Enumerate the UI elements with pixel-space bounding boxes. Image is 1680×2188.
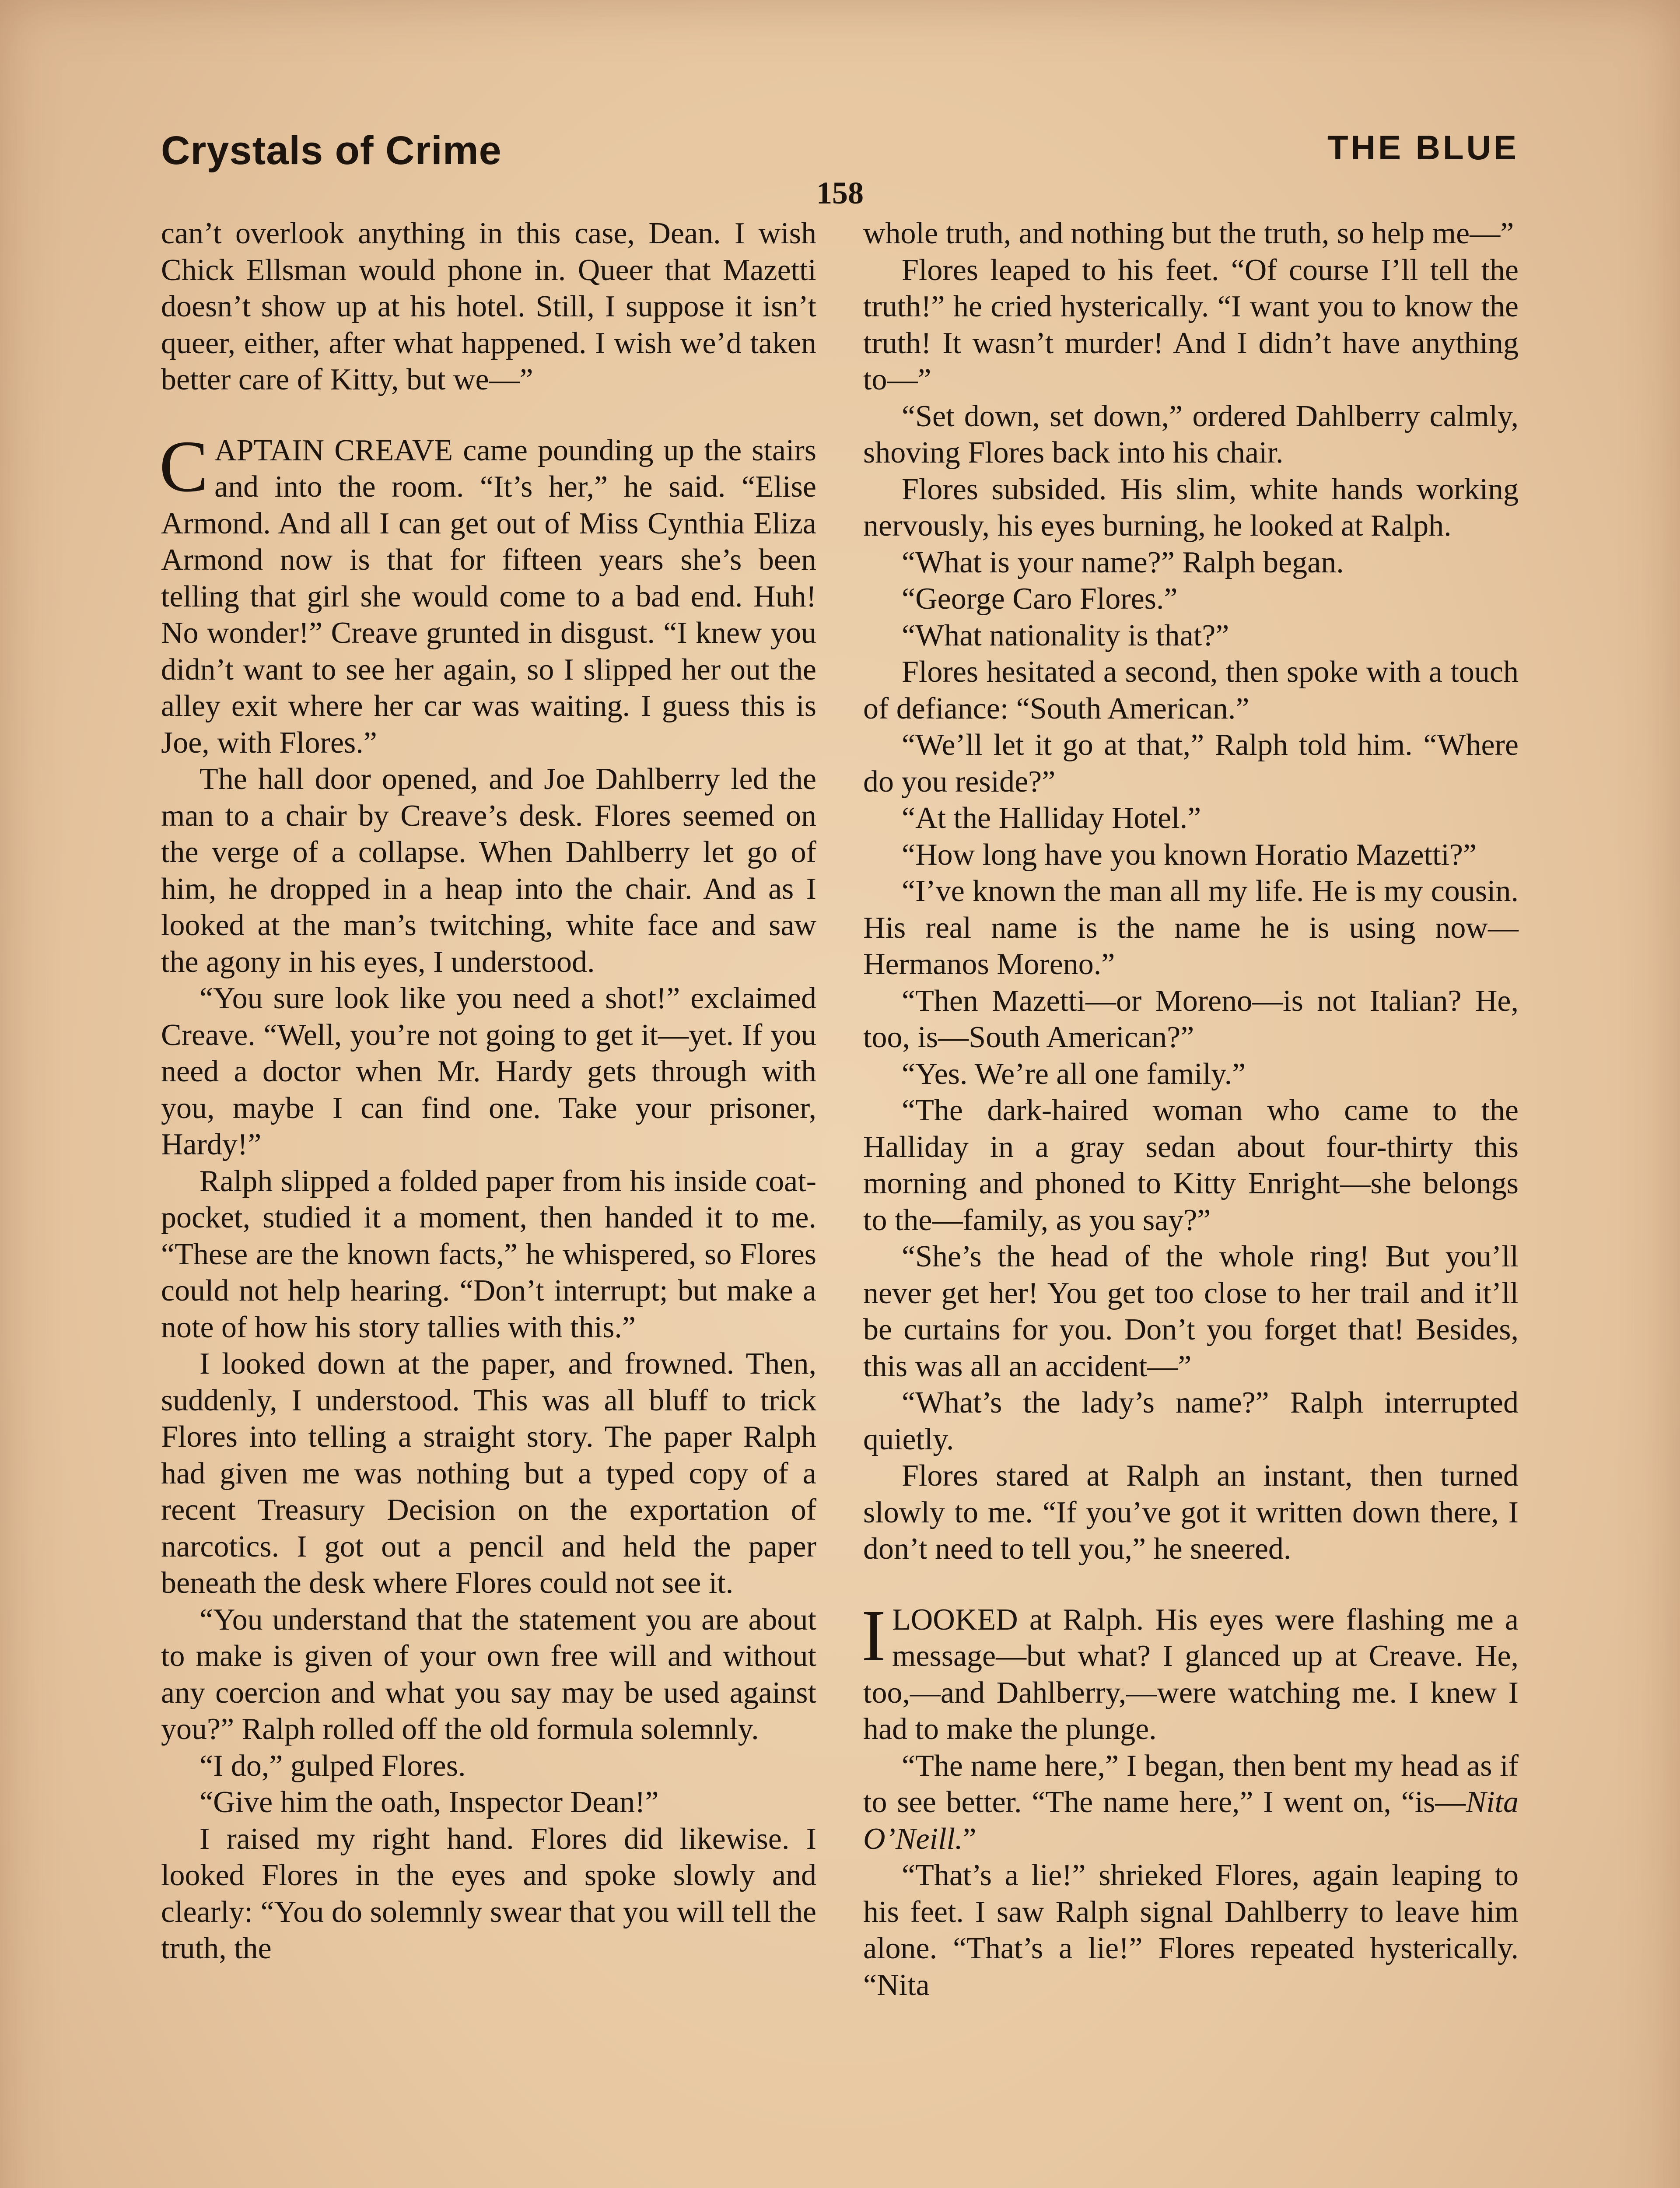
paragraph: “You sure look like you need a shot!” exclaimed Creave. “Well, you’re not going to get it—yet. If you need a doctor when Mr. Hardy gets through with you, maybe I can find one. Take your prisoner, Hardy!” [161, 982, 816, 1161]
italic-name: Nita O’Neill. [863, 1785, 1519, 1856]
paragraph: “She’s the head of the whole ring! But you’ll never get her! You get too close to her trail and it’ll be curtains for you. Don’t you forget that! Besides, this was all an accident—” [863, 1240, 1519, 1383]
page-number: 158 [816, 175, 864, 210]
right-text-column [863, 215, 1519, 2003]
paragraph: “You understand that the statement you are about to make is given of your own free will and without any coercion and what you say may be used against you?” Ralph rolled off the old formula solemnly. [161, 1602, 816, 1746]
paragraph-text: came pounding up the stairs and into the room. “It’s her,” he said. “Elise Armond. And all I can get out of Miss Cynthia Eliza Armond now is that for fifteen years she’s been telling that girl she would come to a bad end. Huh! No wonder!” Creave grunted in disgust. “I knew you didn’t want to see her again, so I slipped her out the alley exit where her car was waiting. I guess this is Joe, with Flores.” [161, 433, 816, 760]
left-text-column [161, 215, 816, 1967]
section-paragraph [159, 425, 816, 761]
paragraph: Flores subsided. His slim, white hands working nervously, his eyes burning, he looked at Ralph. [863, 472, 1519, 543]
paragraph-text: ” [962, 1822, 976, 1856]
paragraph: Flores leaped to his feet. “Of course I’ll tell the truth!” he cried hysterically. “I want you to know the truth! It wasn’t murder! And I didn’t have anything to—” [863, 253, 1519, 396]
paragraph: “Set down, set down,” ordered Dahlberry calmly, shoving Flores back into his chair. [863, 399, 1519, 470]
lead-in-smallcaps: LOOKED [892, 1602, 1018, 1637]
paragraph: “Then Mazetti—or Moreno—is not Italian? He, too, is—South American?” [863, 984, 1519, 1054]
paragraph: “The dark-haired woman who came to the Halliday in a gray sedan about four-thirty this morning and phoned to Kitty Enright—she belongs to the—family, as you say?” [863, 1094, 1519, 1237]
paragraph: “What nationality is that?” [902, 618, 1229, 652]
paragraph: “At the Halliday Hotel.” [902, 801, 1201, 835]
paragraph: “What’s the lady’s name?” Ralph interrupted quietly. [863, 1386, 1519, 1456]
paragraph: I raised my right hand. Flores did likewise. I looked Flores in the eyes and spoke slowly and clearly: “You do solemnly swear that you will tell the truth, the [161, 1822, 816, 1965]
paragraph: I looked down at the paper, and frowned. Then, suddenly, I understood. This was all bluff to trick Flores into telling a straight story. The paper Ralph had given me was nothing but a typed copy of a recent Treasury Decision on the exportation of narcotics. I got out a pencil and held the paper beneath the desk where Flores could not see it. [161, 1347, 816, 1600]
paragraph: “What is your name?” Ralph began. [902, 545, 1344, 579]
running-title-right: THE BLUE [1327, 128, 1519, 167]
section-paragraph [861, 1595, 1519, 1748]
paragraph: “That’s a lie!” shrieked Flores, again leaping to his feet. I saw Ralph signal Dahlberry to leave him alone. “That’s a lie!” Flores repeated hysterically. “Nita [863, 1858, 1519, 2002]
paragraph: “How long have you known Horatio Mazetti?” [902, 838, 1477, 872]
paragraph: “I’ve known the man all my life. He is my cousin. His real name is the name he is using now—Hermanos Moreno.” [863, 874, 1519, 981]
paragraph: whole truth, and nothing but the truth, so help me—” [863, 217, 1514, 250]
paragraph: “Yes. We’re all one family.” [902, 1057, 1246, 1091]
paragraph: Ralph slipped a folded paper from his inside coat-pocket, studied it a moment, then handed it to me. “These are the known facts,” he whispered, so Flores could not help hearing. “Don’t interrupt; but make a note of how his story tallies with this.” [161, 1164, 816, 1344]
paragraph: “We’ll let it go at that,” Ralph told him. “Where do you reside?” [863, 728, 1519, 799]
paragraph: “Give him the oath, Inspector Dean!” [200, 1785, 659, 1819]
drop-cap: C [159, 425, 209, 507]
paragraph: Flores stared at Ralph an instant, then turned slowly to me. “If you’ve got it written down there, I don’t need to tell you,” he sneered. [863, 1459, 1519, 1566]
paragraph: “George Caro Flores.” [902, 582, 1178, 616]
paragraph: Flores hesitated a second, then spoke with a touch of defiance: “South American.” [863, 655, 1519, 726]
paragraph: The hall door opened, and Joe Dahlberry led the man to a chair by Creave’s desk. Flores seemed on the verge of a collapse. When Dahlberry let go of him, he dropped in a heap into the chair. And as I looked at the man’s twitching, white face and saw the agony in his eyes, I understood. [161, 762, 816, 979]
paragraph: can’t overlook anything in this case, Dean. I wish Chick Ellsman would phone in. Queer that Mazetti doesn’t show up at his hotel. Still, I suppose it isn’t queer, either, after what happened. I wish we’d taken better care of Kitty, but we—” [161, 217, 816, 396]
paragraph-text: at Ralph. His eyes were flashing me a message—but what? I glanced up at Creave. He, too,—and Dahlberry,—were watching me. I knew I had to make the plunge. [863, 1602, 1519, 1746]
lead-in-smallcaps: APTAIN CREAVE [214, 433, 453, 467]
running-title-left: Crystals of Crime [161, 128, 502, 173]
paragraph-text: “The name here,” I began, then bent my head as if to see better. “The name here,” I went on, “is— [863, 1749, 1519, 1819]
paragraph [863, 1748, 1519, 1858]
paragraph: “I do,” gulped Flores. [200, 1749, 466, 1783]
drop-cap: I [861, 1595, 886, 1676]
